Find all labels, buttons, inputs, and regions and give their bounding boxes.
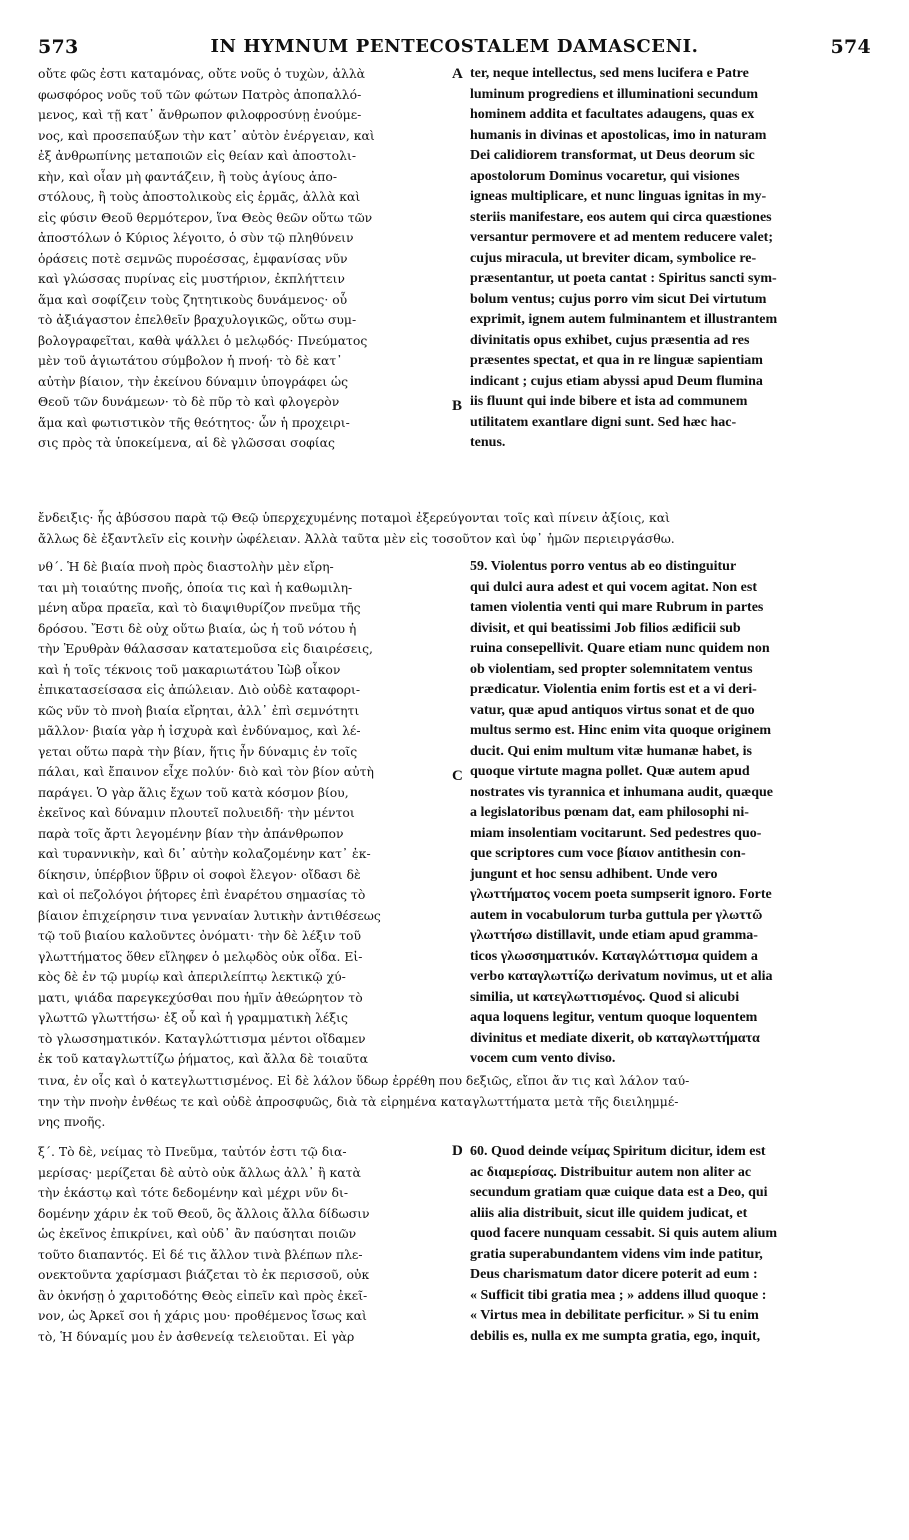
text-line: aliis alia distribuit, sicut ille quidem judicat, et xyxy=(470,1205,748,1221)
text-line: versantur permovere et ad mentem reducere valet; xyxy=(470,230,773,245)
text-line: exprimit, ignem autem fulminantem et illustrantem xyxy=(470,312,778,327)
text-line: ac διαμερίσας. Distribuitur autem non aliter ac xyxy=(470,1164,752,1180)
text-line: πάλαι, καὶ ἔπαινον εἶχε πολύν· διὸ καὶ τὸν βίον αὐτὴ xyxy=(38,764,374,779)
text-line: τῷ τοῦ βιαίου καλοῦντες ὀνόματι· τὴν δὲ λέξιν τοῦ xyxy=(38,928,362,943)
text-line: γλωττήματος vocem poeta sumpserit ignoro. Forte xyxy=(470,887,772,902)
text-line: μένη αὔρα πραεῖα, καὶ τὸ διαψιθυρίζον πνεῦμα τῆς xyxy=(38,600,361,615)
text-line: ξ΄. Τὸ δὲ, νείμας τὸ Πνεῦμα, ταὐτόν ἐστι τῷ δια- xyxy=(38,1144,347,1159)
text-line: divisit, et qui beatissimi Job filios ædificii sub xyxy=(470,620,741,636)
text-line: ἐπικατασείσασα εἰς ἀπώλειαν. Διὸ οὐδὲ καταφορι- xyxy=(38,682,361,697)
text-line: a legislatoribus pœnam dat, eam philosophi ni- xyxy=(470,805,749,820)
text-line: ται μὴ τοιαύτης πνοῆς, ὁποία τις καὶ ἡ καθωμιλη- xyxy=(38,579,353,595)
text-line: gratia superabundantem videns vim inde patitur, xyxy=(470,1246,763,1262)
text-line: debilis es, nulla ex me sumpta gratia, ego, inquit, xyxy=(470,1328,761,1344)
text-line: οὔτε φῶς ἐστι καταμόνας, οὔτε νοῦς ὁ τυχὼν, ἀλλὰ xyxy=(38,66,366,81)
text-line: aqua loquens legitur, ventum quoque loquentem xyxy=(470,1010,758,1025)
text-line: prædicatur. Violentia enim fortis est et a vi deri- xyxy=(470,682,757,697)
text-line: τὸ ἀξιάγαστον ἐπελθεῖν βραχυλογικῶς, οὕτω συμ- xyxy=(38,312,357,327)
text-line: qui dulci aura adest et qui vocem agitat. Non est xyxy=(470,579,757,595)
text-line: βίαιον ἐπιχείρησιν τινα γενναίαν λυτικὴν ἀντιθέσεως xyxy=(38,907,381,923)
running-title: IN HYMNUM PENTECOSTALEM DAMASCENI. xyxy=(210,36,699,57)
text-line: ἐξ ἀνθρωπίνης μεταποιῶν εἰς θείαν καὶ ἀποστολι- xyxy=(38,148,357,163)
margin-marker: D xyxy=(452,1143,463,1159)
text-line: ἄλλως δὲ ἐξαντλεῖν εἰς κοινὴν ὠφέλειαν. Ἀλλὰ ταῦτα μὲν εἰς τοσοῦτον καὶ ὑφ᾽ ἡμῶν περιειργάσθω. xyxy=(38,530,675,546)
text-line: vatur, quæ apud antiquos virtus sonat et de quo xyxy=(470,702,755,718)
text-line: ἅμα καὶ φωτιστικὸν τῆς θεότητος· ὧν ἡ προχειρι- xyxy=(38,414,350,430)
text-line: Θεοῦ τῶν δυνάμεων· τὸ δὲ πῦρ τὸ καὶ φλογερὸν xyxy=(38,394,340,409)
text-line: quod facere nunquam cessabit. Si quis autem alium xyxy=(470,1226,778,1241)
text-line: καὶ οἱ πεζολόγοι ῥήτορες ἐπὶ ἐναρέτου σημασίας τὸ xyxy=(38,887,366,902)
text-line: ticos γλωσσηματικόν. Καταγλώττισμα quidem a xyxy=(470,948,758,964)
text-line: verbo καταγλωττίζω derivatum novimus, ut et alia xyxy=(470,969,773,984)
text-line: que scriptores cum voce βίαιον antithesin con- xyxy=(470,846,746,861)
text-line: μερίσας· μερίζεται δὲ αὐτὸ οὐκ ἄλλως ἀλλ᾽ ἢ κατὰ xyxy=(38,1164,361,1180)
text-line: δρόσου. Ἔστι δὲ οὐχ οὕτω βιαία, ὡς ἡ τοῦ νότου ἡ xyxy=(38,620,357,636)
text-line: steriis manifestare, eos autem qui circa quæstiones xyxy=(470,209,772,225)
text-line: τινα, ἐν οἷς καὶ ὁ κατεγλωττισμένος. Εἰ δὲ λάλον ὕδωρ ἐρρέθη που δεξιῶς, εἴποι ἄν τις καὶ λάλον ταύ- xyxy=(38,1073,690,1088)
margin-marker: B xyxy=(452,398,463,414)
margin-marker: C xyxy=(452,768,463,784)
text-line: την τὴν πνοὴν ἐνθέως τε καὶ οὐδὲ ἀπροσφυῶς, διὰ τὰ εἰρημένα καταγλωττήματα μετὰ τῆς διειλημμέ- xyxy=(38,1093,679,1109)
text-line: ὁράσεις ποτὲ σεμνῶς πυροέσσας, ἐμφανίσας νῦν xyxy=(38,250,348,266)
text-line: autem in vocabulorum turba guttula per γλωττῶ xyxy=(470,907,763,923)
text-line: « Sufficit tibi gratia mea ; » addens illud quoque : xyxy=(470,1287,767,1303)
text-line: κὴν, καὶ οἷαν μὴ φαντάζειν, ἢ τοὺς ἁγίους ἀπο- xyxy=(38,168,338,184)
text-line: ἅμα καὶ σοφίζειν τοὺς ζητητικοὺς δυνάμενος· οὗ xyxy=(38,291,348,307)
text-line: Deus charismatum dator dicere poterit ad eum : xyxy=(470,1267,758,1282)
text-line: νος, καὶ προσεπαύξων τὴν κατ᾽ αὐτὸν ἐνέργειαν, καὶ xyxy=(38,127,375,143)
text-line: μενος, καὶ τῇ κατ᾽ ἄνθρωπον φιλοφροσύνῃ ἐνούμε- xyxy=(38,107,362,122)
text-line: ruina consepellivit. Quare etiam nunc quidem non xyxy=(470,641,770,656)
text-line: εἰς φύσιν Θεοῦ θερμότερον, ἵνα Θεὸς θεῶν οὕτω τῶν xyxy=(38,209,373,225)
text-line: « Virtus mea in debilitate perficitur. » Si tu enim xyxy=(470,1308,759,1323)
text-line: καὶ ἡ τοῖς τέκνοις τοῦ μακαριωτάτου Ἰὼβ οἶκον xyxy=(38,661,341,677)
text-line: igneas multiplicare, et nunc linguas ignitas in my- xyxy=(470,189,767,204)
page-number-right: 574 xyxy=(830,36,871,58)
text-line: τοῦτο διαπαντός. Εἰ δέ τις ἄλλον τινὰ βλέπων πλε- xyxy=(38,1246,363,1262)
text-line: φωσφόρος νοῦς τοῦ τῶν φώτων Πατρὸς ἀποπαλλό- xyxy=(38,86,362,102)
text-line: ἔνδειξις· ἧς ἀβύσσου παρὰ τῷ Θεῷ ὑπερχεχυμένης ποταμοὶ ἐξερεύγονται τοῖς καὶ πίνειν ἀξίοις, καὶ xyxy=(38,510,670,525)
text-line: ob violentiam, sed propter solemnitatem ventus xyxy=(470,661,753,677)
text-line: κῶς νῦν τὸ πνοὴ βιαία εἴρηται, ἀλλ᾽ ἐπὶ σεμνότητι xyxy=(38,702,360,718)
text-line: καὶ τυραννικὴν, καὶ δι᾽ αὐτὴν κολαζομένην κατ᾽ ἐκ- xyxy=(38,846,371,861)
text-line: σις πρὸς τὰ ὑποκείμενα, αἱ δὲ γλῶσσαι σοφίας xyxy=(38,435,335,450)
text-line: humanis in divinas et apostolicas, imo in naturam xyxy=(470,127,767,143)
text-line: 59. Violentus porro ventus ab eo distinguitur xyxy=(470,559,737,574)
text-line: τὸ, Ἡ δύναμίς μου ἐν ἀσθενείᾳ τελειοῦται. Εἰ γὰρ xyxy=(38,1328,355,1344)
text-line: τὴν ἑκάστῳ καὶ τότε δεδομένην καὶ μέχρι νῦν δι- xyxy=(38,1185,349,1200)
text-line: iis fluunt qui inde bibere et ista ad communem xyxy=(470,394,748,409)
text-line: indicant ; cujus etiam abyssi apud Deum flumina xyxy=(470,373,763,389)
text-line: δομένην χάριν ἐκ τοῦ Θεοῦ, ὃς ἄλλοις ἄλλα δίδωσιν xyxy=(38,1205,370,1221)
text-line: νθ΄. Ἡ δὲ βιαία πνοὴ πρὸς διαστολὴν μὲν εἴρη- xyxy=(38,559,334,574)
text-line: divinitus et mediate dixerit, ob καταγλωττήματα xyxy=(470,1030,760,1046)
text-line: ἐκ τοῦ καταγλωττίζω ῥήματος, καὶ ἄλλα δὲ τοιαῦτα xyxy=(38,1051,369,1066)
text-line: ἂν ὀκνήσῃ ὁ χαριτοδότης Θεὸς εἰπεῖν καὶ πρὸς ἐκεῖ- xyxy=(38,1287,368,1303)
text-line: luminum progrediens et illuminationi secundum xyxy=(470,86,759,102)
text-line: γλωττήματος ὅθεν εἴληφεν ὁ μελῳδὸς οὐκ οἶδα. Εἰ- xyxy=(38,948,363,964)
text-line: καὶ γλώσσας πυρίνας εἰς μυστήριον, ἐκπλήττειν xyxy=(38,271,345,286)
text-line: τὸ γλωσσηματικόν. Καταγλώττισμα μέντοι οἴδαμεν xyxy=(38,1030,366,1046)
text-line: παρὰ τοῖς ἄρτι λεγομένην βίαν τὴν ἀπάνθρωπον xyxy=(38,825,344,841)
text-line: γεται οὕτω παρὰ τὴν βίαν, ἥτις ἦν δύναμις ἐν τοῖς xyxy=(38,743,358,759)
text-line: apostolorum Dominus vocaretur, qui visiones xyxy=(470,168,740,184)
text-line: Dei calidiorem transformat, ut Deus deorum sic xyxy=(470,148,755,163)
text-line: βολογραφεῖται, καθὰ ψάλλει ὁ μελῳδός· Πνεύματος xyxy=(38,332,368,348)
text-line: παράγει. Ὁ γὰρ ἅλις ἔχων τοῦ κατὰ κόσμον βίου, xyxy=(38,784,349,800)
text-line: ἐκεῖνος καὶ δύναμιν πλουτεῖ πολυειδῆ· τὴν μέντοι xyxy=(38,805,355,820)
text-line: μὲν τοῦ ἁγιωτάτου σύμβολον ἡ πνοή· τὸ δὲ κατ᾽ xyxy=(38,353,343,368)
text-line: γλωττήσω distillavit, unde etiam apud gramma- xyxy=(470,928,758,943)
text-line: præsentes spectat, et qua in re linguæ sapientiam xyxy=(470,353,763,368)
text-line: ονεκτοῦντα χαρίσμασι βιάζεται τὸ ἐκ περισσοῦ, οὐκ xyxy=(38,1267,370,1282)
text-line: tenus. xyxy=(470,435,506,450)
text-line: vocem cum vento diviso. xyxy=(470,1051,616,1066)
text-line: nostrates vis tyrannica et inhumana audit, quæque xyxy=(470,784,773,800)
text-line: similia, ut κατεγλωττισμένος. Quod si alicubi xyxy=(470,989,740,1005)
text-line: hominem addita et facultates adaugens, quas ex xyxy=(470,107,755,122)
text-line: μᾶλλον· βιαία γὰρ ἡ ἰσχυρὰ καὶ ἐνδύναμος, καὶ λέ- xyxy=(38,723,361,738)
page-number-left: 573 xyxy=(38,36,79,58)
text-line: bolum ventus; cujus porro vim sicut Dei virtutum xyxy=(470,291,767,307)
text-line: τὴν Ἐρυθρὰν θάλασσαν κατατεμοῦσα εἰς διαιρέσεις, xyxy=(38,641,373,656)
text-line: cujus miracula, ut breviter dicam, symbolice re- xyxy=(470,250,757,266)
margin-marker: A xyxy=(452,66,463,82)
text-line: στόλους, ἢ τοὺς ἀποστολικοὺς εἰς ἑρμᾶς, ἀλλὰ καὶ xyxy=(38,189,361,204)
text-line: 60. Quod deinde νείμας Spiritum dicitur, idem est xyxy=(470,1144,766,1159)
text-line: ἀποστόλων ὁ Κύριος λέγοιτο, ὁ σὺν τῷ πληθύνειν xyxy=(38,230,354,245)
text-line: ducit. Qui enim multum vitæ humanæ habet, is xyxy=(470,743,752,759)
text-line: αὐτὴν βίαιον, τὴν ἐκείνου δύναμιν ὑπογράφει ὡς xyxy=(38,373,349,389)
text-line: tamen violentia venti qui mare Rubrum in partes xyxy=(470,600,764,615)
text-line: δίκησιν, ὑπέρβιον ὕβριν οἱ σοφοὶ ἔλεγον· οἴδασι δὲ xyxy=(38,866,361,882)
text-line: ter, neque intellectus, sed mens lucifera e Patre xyxy=(470,66,749,81)
text-line: νης πνοῆς. xyxy=(38,1114,106,1129)
text-line: quoque virtute magna pollet. Quæ autem apud xyxy=(470,764,750,779)
text-line: γλωττῶ γλωττήσω· ἐξ οὗ καὶ ἡ γραμματικὴ λέξις xyxy=(38,1010,348,1025)
text-line: κὸς δὲ ἐν τῷ μυρίῳ καὶ ἀπεριλείπτῳ λεκτικῷ χύ- xyxy=(38,969,346,984)
text-line: secundum gratiam quæ cuique data est a Deo, qui xyxy=(470,1185,768,1200)
text-line: divinitatis opus exhibet, cujus præsentia ad res xyxy=(470,332,750,348)
text-line: præsentantur, ut poeta cantat : Spiritus sancti sym- xyxy=(470,271,777,286)
text-line: multus sermo est. Hinc enim vita quoque originem xyxy=(470,723,771,738)
text-line: ὡς ἐκεῖνος ἐπικρίνει, καὶ οὐδ᾽ ἂν παύσηται ποιῶν xyxy=(38,1226,357,1241)
text-line: ματι, ψιάδα παρεγκεχύσθαι που ἡμῖν ἀθεώρητον τὸ xyxy=(38,989,363,1005)
text-line: utilitatem exantlare digni sunt. Sed hæc hac- xyxy=(470,414,737,430)
text-line: νον, ὡς Ἀρκεῖ σοι ἡ χάρις μου· προθέμενος ἴσως καὶ xyxy=(38,1308,367,1323)
text-line: miam insolentiam vocitarunt. Sed pedestres quo- xyxy=(470,825,762,841)
text-line: jungunt et hoc sensu adhibent. Unde vero xyxy=(470,866,718,882)
